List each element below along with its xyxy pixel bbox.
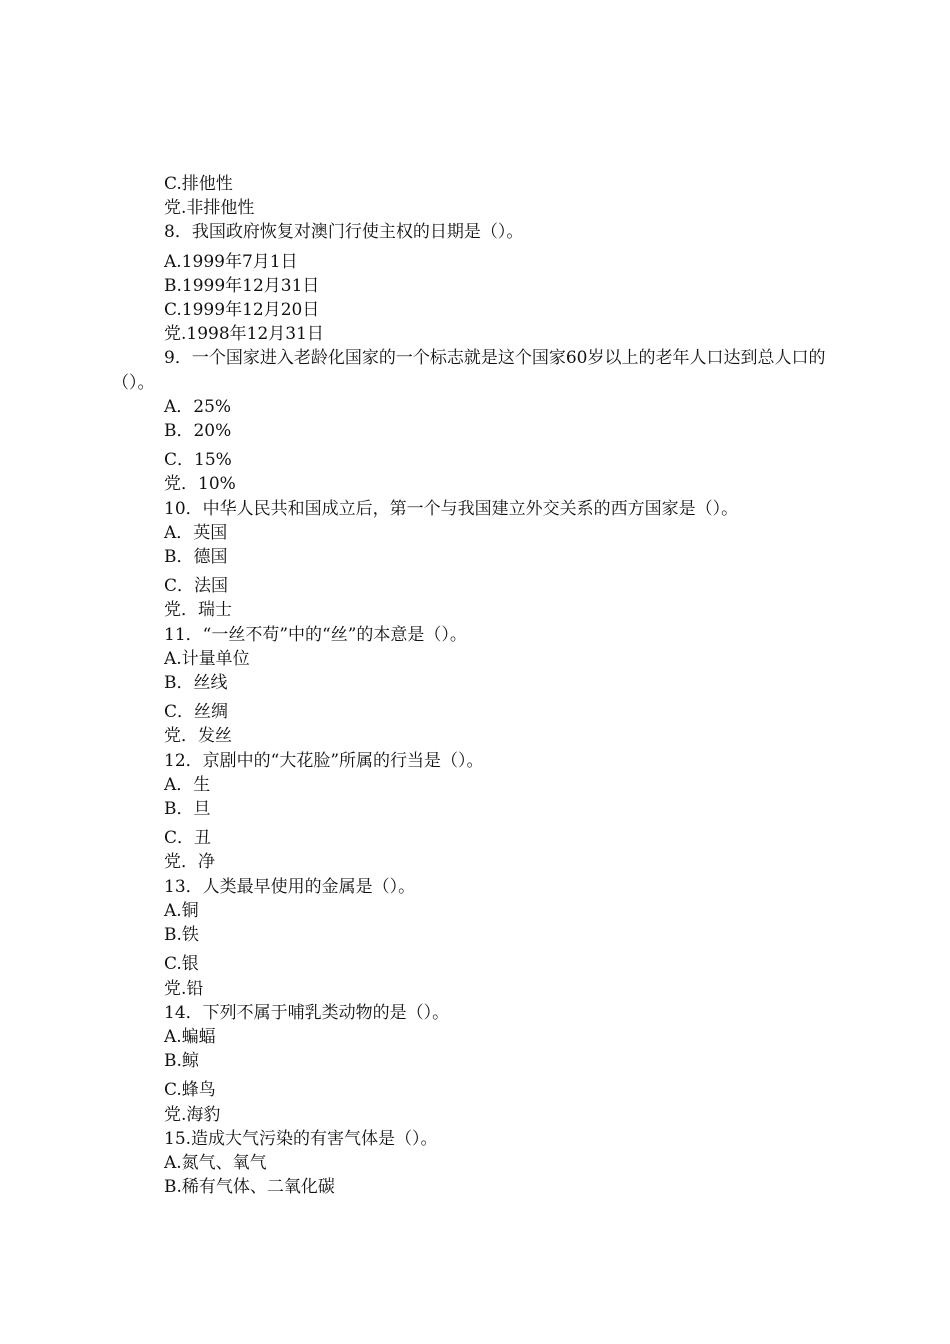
option-line: B.1999年12月31日 (164, 275, 320, 296)
option-line: C.蜂鸟 (164, 1080, 216, 1101)
option-line: C．丝绸 (164, 702, 229, 723)
option-line: A.蝙蝠 (164, 1026, 216, 1047)
option-line: A.铜 (164, 900, 199, 921)
option-line: 党.非排他性 (164, 198, 255, 219)
option-line: C．丑 (164, 828, 212, 849)
option-line: B．20% (164, 421, 232, 442)
option-line: A.氮气、氧气 (164, 1152, 267, 1173)
option-line: C．15% (164, 450, 232, 471)
question-text: 14．下列不属于哺乳类动物的是（）。 (164, 1002, 450, 1023)
option-line: C．法国 (164, 576, 229, 597)
option-line: B．旦 (164, 799, 211, 820)
option-line: A．生 (164, 774, 211, 795)
option-line: B．丝线 (164, 673, 228, 694)
question-text: 8．我国政府恢复对澳门行使主权的日期是（）。 (164, 222, 524, 243)
question-text: 12．京剧中的“大花脸”所属的行当是（）。 (164, 750, 484, 771)
option-line: B.鲸 (164, 1051, 199, 1072)
question-text: 15.造成大气污染的有害气体是（）。 (164, 1128, 438, 1149)
option-line: A．25% (164, 396, 232, 417)
option-line: 党．发丝 (164, 726, 232, 747)
option-line: 党.海豹 (164, 1104, 221, 1125)
option-line: A.1999年7月1日 (164, 251, 298, 272)
option-line: 党．瑞士 (164, 600, 232, 621)
question-text: 9．一个国家进入老龄化国家的一个标志就是这个国家60岁以上的老年人口达到总人口的（）。 (112, 348, 826, 393)
option-line: C.银 (164, 954, 199, 975)
option-line: 党．10% (164, 474, 236, 495)
option-line: 党．净 (164, 852, 215, 873)
option-line: A.计量单位 (164, 648, 250, 669)
option-line: 党.1998年12月31日 (164, 324, 324, 345)
option-line: C.1999年12月20日 (164, 300, 320, 321)
question-text: 10．中华人民共和国成立后，第一个与我国建立外交关系的西方国家是（）。 (164, 498, 739, 519)
question-text: 11．“一丝不苟”中的“丝”的本意是（）。 (164, 624, 467, 645)
option-line: A．英国 (164, 522, 228, 543)
option-line: C.排他性 (164, 174, 233, 194)
option-line: B.稀有气体、二氧化碳 (164, 1177, 335, 1198)
option-line: B．德国 (164, 547, 228, 568)
question-text: 13．人类最早使用的金属是（）。 (164, 876, 416, 897)
option-line: 党.铅 (164, 978, 204, 999)
question-list (0, 172, 950, 1199)
option-line: B.铁 (164, 925, 199, 946)
